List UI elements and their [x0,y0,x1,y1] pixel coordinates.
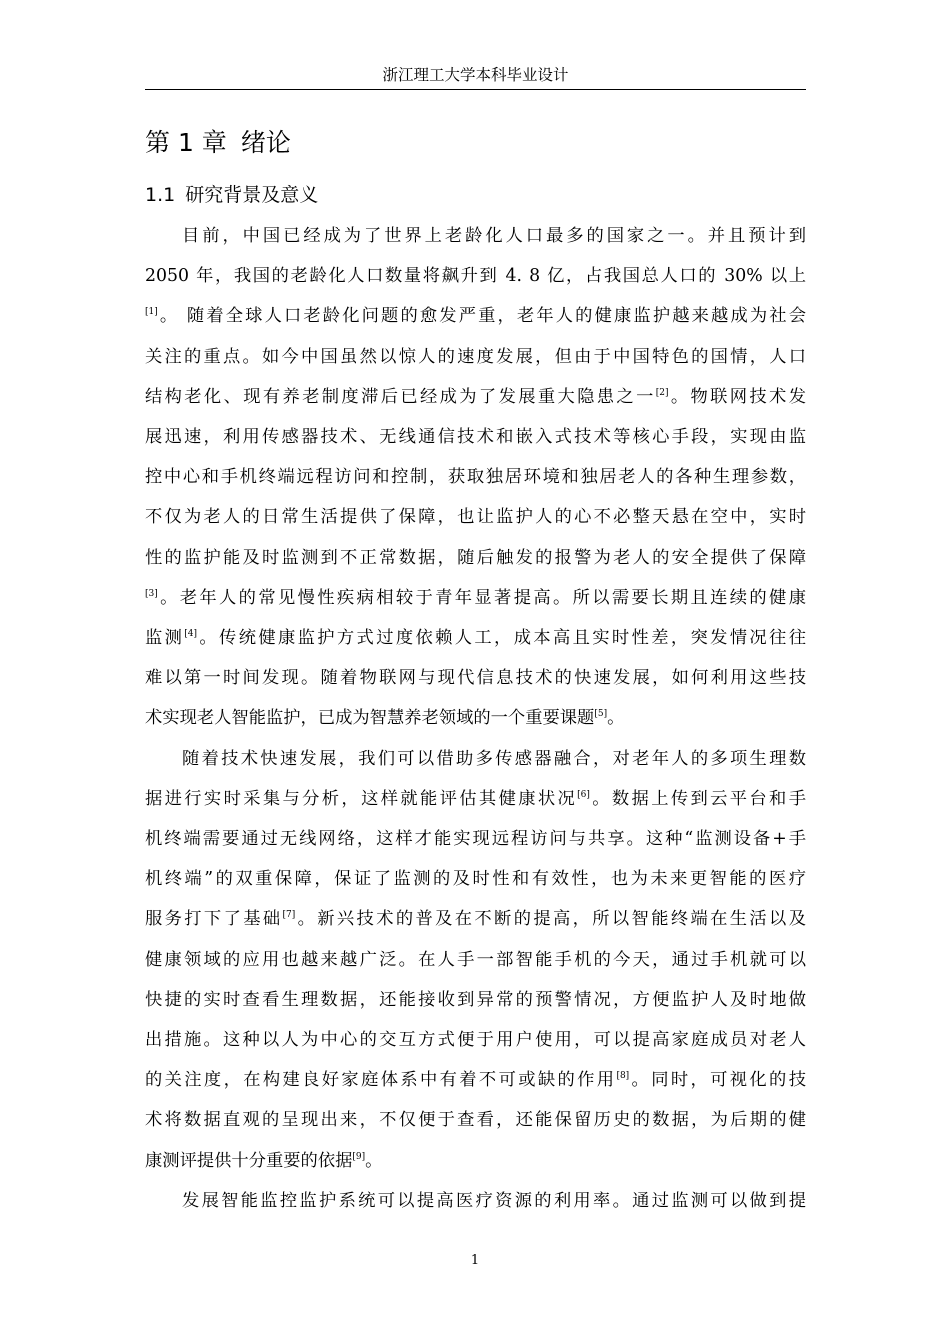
text-line [145,581,806,615]
text-run: 服务打下了基础 [145,909,283,930]
text-run: 机终端需要通过无线网络，这样才能实现远程访问与共享。这种“监测设备+手 [145,829,806,849]
text-run: 快捷的实时查看生理数据，还能接收到异常的预警情况，方便监护人及时地做 [145,989,806,1010]
text-run: 发展智能监控监护系统可以提高医疗资源的利用率。通过监测可以做到提 [182,1190,806,1211]
text-run: 健康领域的应用也越来越广泛。在人手一部智能手机的今天，通过手机就可以 [145,949,806,970]
text-run: 不仅为老人的日常生活提供了保障，也让监护人的心不必整天悬在空中，实时 [145,507,806,528]
text-run: 。物联网技术发 [668,386,806,407]
page-number: 1 [470,1253,480,1268]
citation-ref: [2] [655,387,669,398]
text-line [145,299,806,333]
citation-ref: [1] [145,307,158,318]
text-run: 结构老化、现有养老制度滞后已经成为了发展重大隐患之一 [145,386,656,407]
chapter-number: 第 1 章 [145,128,227,157]
running-header: 浙江理工大学本科毕业设计 [382,66,569,84]
text-line [145,259,806,293]
text-run: 2050 年，我国的老龄化人口数量将飙升到 4. 8 亿，占我国总人口的 30% 以上 [145,266,806,287]
chapter-title: 绪论 [240,128,291,157]
text-line [145,460,806,494]
text-line [145,943,806,977]
citation-ref: [9] [352,1151,366,1162]
text-run: 关注的重点。如今中国虽然以惊人的速度发展，但由于中国特色的国情，人口 [145,346,806,367]
text-line [145,340,806,374]
citation-ref: [7] [282,910,296,921]
section-heading [145,181,318,209]
text-line [145,621,806,655]
text-run: 据进行实时采集与分析，这样就能评估其健康状况 [145,788,578,809]
text-run: 。数据上传到云平台和手 [589,788,806,809]
text-line [145,1103,806,1137]
text-run: 。老年人的常见慢性疾病相较于青年显著提高。所以需要长期且连续的健康 [157,587,806,608]
text-run: 难以第一时间发现。随着物联网与现代信息技术的快速发展，如何利用这些技 [145,668,806,689]
text-line [182,1184,806,1218]
text-line [145,1063,806,1097]
text-line [145,782,806,816]
text-run: 。传统健康监护方式过度依赖人工，成本高且实时性差，突发情况往往 [197,628,806,648]
text-run: 展迅速，利用传感器技术、无线通信技术和嵌入式技术等核心手段，实现由监 [145,427,806,447]
text-line [145,661,806,695]
chapter-heading [145,126,291,160]
text-line [182,219,806,253]
text-line [145,983,806,1017]
header-rule [145,89,806,90]
text-line [145,902,806,936]
text-run: 控中心和手机终端远程访问和控制，获取独居环境和独居老人的各种生理参数， [145,467,806,488]
text-run: 监测 [145,628,185,648]
text-run: 。新兴技术的普及在不断的提高，所以智能终端在生活以及 [295,909,806,930]
text-run: 术实现老人智能监护，已成为智慧养老领域的一个重要课题 [145,708,595,729]
text-run: 的关注度，在构建良好家庭体系中有着不可或缺的作用 [145,1070,617,1091]
text-run: 机终端”的双重保障，保证了监测的及时性和有效性，也为未来更智能的医疗 [145,869,806,890]
text-line [145,380,806,414]
section-number: 1.1 [145,184,176,206]
text-run: 。同时，可视化的技 [629,1070,806,1091]
text-line [145,822,806,856]
citation-ref: [5] [594,709,608,720]
citation-ref: [4] [184,629,198,639]
text-run: 目前，中国已经成为了世界上老龄化人口最多的国家之一。并且预计到 [182,226,806,246]
text-line [145,862,806,896]
text-run: 性的监护能及时监测到不正常数据，随后触发的报警为老人的安全提供了保障 [145,547,806,568]
text-run: 出措施。这种以人为中心的交互方式便于用户使用，可以提高家庭成员对老人 [145,1030,806,1050]
citation-ref: [3] [145,588,158,599]
text-run: 术将数据直观的呈现出来，不仅便于查看，还能保留历史的数据，为后期的健 [145,1110,806,1131]
text-run: 。 [607,708,625,729]
text-line [182,742,806,776]
text-line [145,541,806,575]
text-line [145,1023,806,1057]
text-line [145,1144,382,1178]
text-line [145,701,624,735]
section-title: 研究背景及意义 [185,184,319,206]
text-run: 。 [365,1150,383,1171]
citation-ref: [6] [577,789,590,800]
text-line [145,500,806,534]
text-line [145,420,806,454]
citation-ref: [8] [616,1071,630,1082]
text-run: 康测评提供十分重要的依据 [145,1150,353,1171]
text-run: 随着技术快速发展，我们可以借助多传感器融合，对老年人的多项生理数 [182,748,806,769]
text-run: 。 随着全球人口老龄化问题的愈发严重，老年人的健康监护越来越成为社会 [157,306,806,327]
